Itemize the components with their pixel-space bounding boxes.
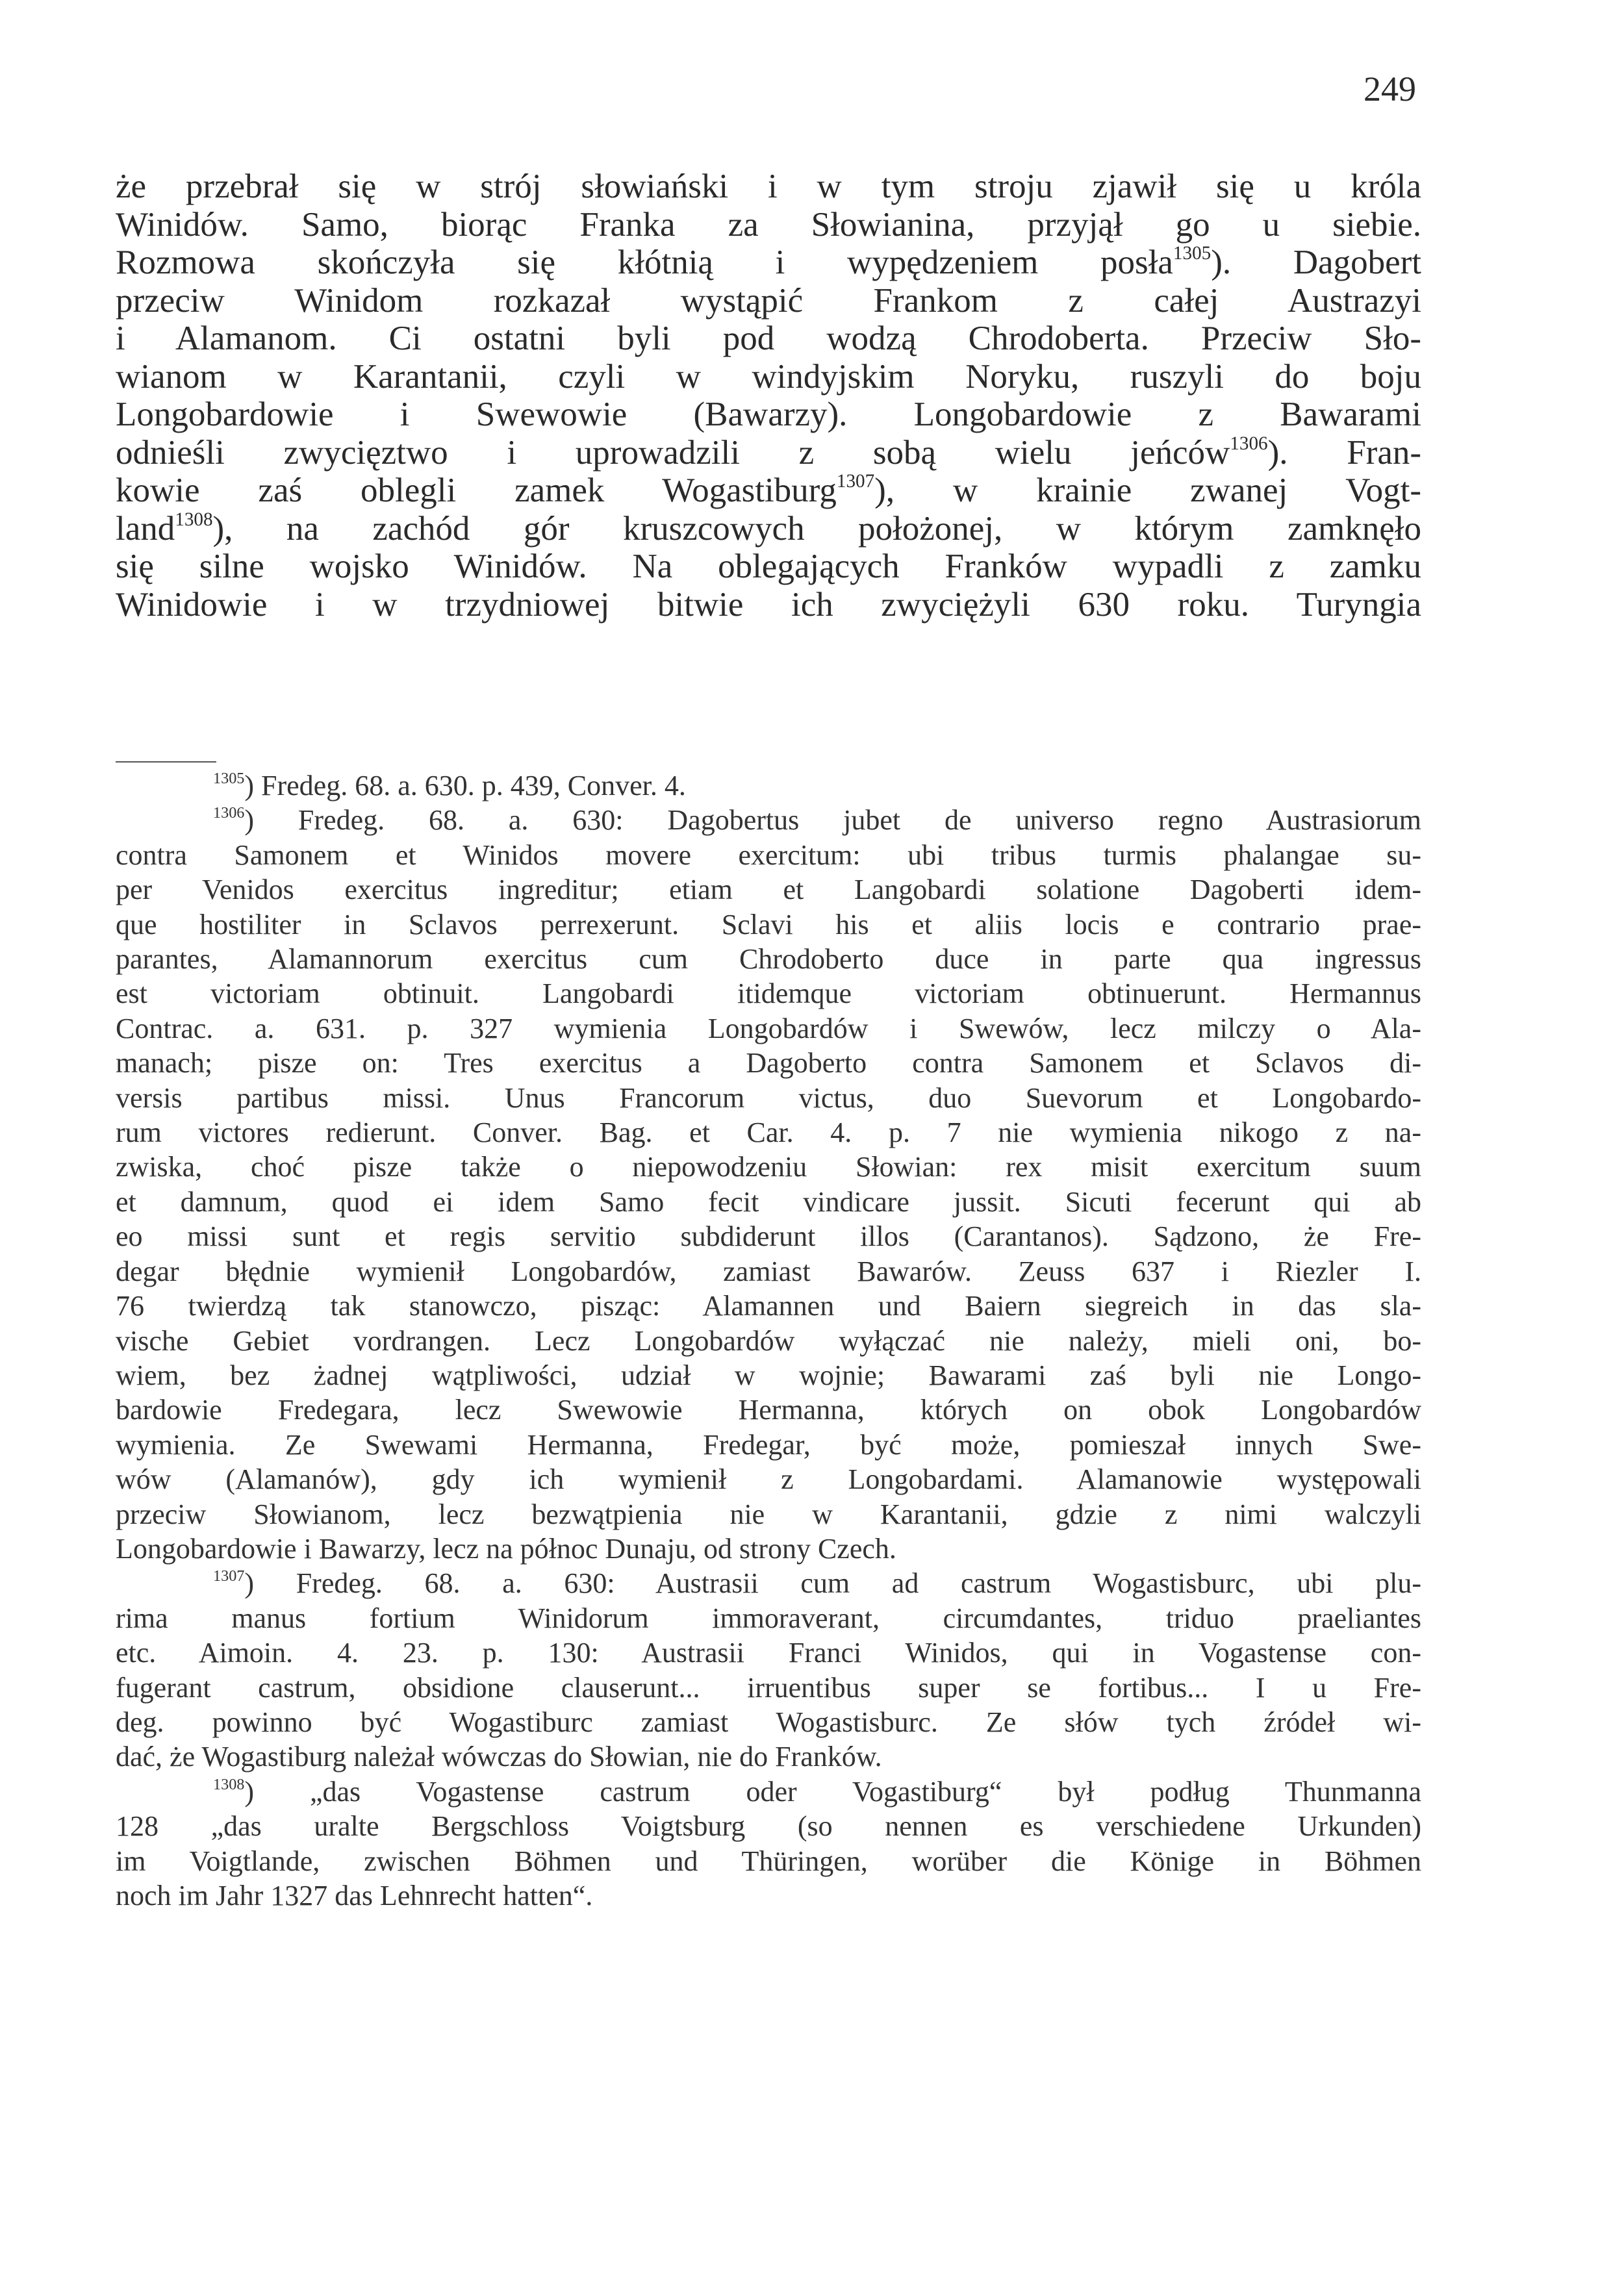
text-line: i Alamanom. Ci ostatni byli pod wodzą Chrodoberta. Przeciw Sło- (116, 320, 1421, 357)
text-line: wianom w Karantanii, czyli w windyjskim Noryku, ruszyli do boju (116, 357, 1421, 396)
footnote-line: zwiska, choć pisze także o niepowodzeniu Słowian: rex misit exercitum suum (116, 1151, 1421, 1183)
footnote-line: eo missi sunt et regis servitio subdiderunt illos (Carantanos). Sądzono, że Fre- (116, 1220, 1421, 1253)
footnote-number: 1307 (213, 1567, 245, 1585)
footnote-text: ) Fredeg. 68. a. 630. p. 439, Conver. 4. (244, 770, 686, 801)
footnote-text: ) „das Vogastense castrum oder Vogastiburg“ był podług Thunmanna (244, 1775, 1421, 1808)
footnote-line: versis partibus missi. Unus Francorum victus, duo Suevorum et Longobardo- (116, 1081, 1421, 1114)
footnote-line: deg. powinno być Wogastiburc zamiast Wogastisburc. Ze słów tych źródeł wi- (116, 1706, 1421, 1738)
footnote-line: per Venidos exercitus ingreditur; etiam et Langobardi solatione Dagoberti idem- (116, 874, 1421, 906)
footnote-separator (116, 761, 216, 763)
footnote-line: rima manus fortium Winidorum immoraverant, circumdantes, triduo praeliantes (116, 1602, 1421, 1634)
footnote-number: 1308 (213, 1775, 245, 1793)
footnote-line: parantes, Alamannorum exercitus cum Chrodoberto duce in parte qua ingressus (116, 943, 1421, 976)
footnote-line: Longobardowie i Bawarzy, lecz na północ Dunaju, od strony Czech. (116, 1532, 896, 1565)
footnote-line: 76 twierdzą tak stanowczo, pisząc: Alamannen und Baiern siegreich in das sla- (116, 1290, 1421, 1322)
footnote-line: que hostiliter in Sclavos perrexerunt. Sclavi his et aliis locis e contrario prae- (116, 908, 1421, 940)
footnote-line: et damnum, quod ei idem Samo fecit vindicare jussit. Sicuti fecerunt qui ab (116, 1185, 1421, 1218)
text-line: Longobardowie i Swewowie (Bawarzy). Longobardowie z Bawarami (116, 396, 1421, 433)
page-number: 249 (1364, 69, 1416, 108)
text-fragment: ). Dagobert (1211, 244, 1421, 281)
footnote-line: wów (Alamanów), gdy ich wymienił z Longobardami. Alamanowie występowali (116, 1463, 1421, 1496)
text-line: przeciw Winidom rozkazał wystąpić Frankom z całej Austrazyi (116, 281, 1421, 320)
footnote-line: rum victores redierunt. Conver. Bag. et Car. 4. p. 7 nie wymienia nikogo z na- (116, 1116, 1421, 1149)
footnote-number: 1305 (213, 769, 245, 787)
main-text (116, 168, 1421, 624)
footnote-1306 (116, 803, 1421, 837)
text-fragment: ), w krainie zwanej Vogt- (874, 472, 1421, 509)
text-fragment: ). Fran- (1267, 433, 1421, 472)
footnote-text: ) Fredeg. 68. a. 630: Dagobertus jubet de universo regno Austrasiorum (244, 804, 1421, 837)
footnote-line: 128 „das uralte Bergschloss Voigtsburg (so nennen es verschiedene Urkunden) (116, 1810, 1421, 1843)
text-fragment: odnieśli zwycięztwo i uprowadzili z sobą wielu jeńców (116, 433, 1230, 472)
text-line: że przebrał się w strój słowiański i w tym stroju zjawił się u króla (116, 168, 1421, 205)
footnote-line: Contrac. a. 631. p. 327 wymienia Longobardów i Swewów, lecz milczy o Ala- (116, 1012, 1421, 1044)
footnote-text: ) Fredeg. 68. a. 630: Austrasii cum ad castrum Wogastisburc, ubi plu- (244, 1567, 1421, 1600)
footnote-line: contra Samonem et Winidos movere exercitum: ubi tribus turmis phalangae su- (116, 839, 1421, 871)
text-line (116, 472, 1421, 510)
text-line (116, 244, 1421, 282)
footnotes (116, 768, 1421, 1913)
footnote-line: wymienia. Ze Swewami Hermanna, Fredegar, być może, pomieszał innych Swe- (116, 1428, 1421, 1461)
footnote-line: vische Gebiet vordrangen. Lecz Longobardów wyłączać nie należy, mieli oni, bo- (116, 1324, 1421, 1357)
footnote-line: noch im Jahr 1327 das Lehnrecht hatten“. (116, 1880, 593, 1911)
footnote-ref: 1305 (1173, 243, 1212, 264)
text-fragment: Rozmowa skończyła się kłótnią i wypędzeniem posła (116, 244, 1173, 281)
text-line: się silne wojsko Winidów. Na oblegających Franków wypadli z zamku (116, 548, 1421, 585)
footnote-number: 1306 (213, 804, 245, 822)
footnote-ref: 1307 (836, 471, 875, 492)
footnote-ref: 1308 (175, 509, 213, 530)
text-fragment: land (116, 509, 175, 548)
footnote-line: bardowie Fredegara, lecz Swewowie Hermanna, których on obok Longobardów (116, 1394, 1421, 1426)
footnote-line: im Voigtlande, zwischen Böhmen und Thüringen, worüber die Könige in Böhmen (116, 1845, 1421, 1877)
footnote-1308 (116, 1774, 1421, 1809)
footnote-ref: 1306 (1230, 433, 1268, 454)
footnote-line: degar błędnie wymienił Longobardów, zamiast Bawarów. Zeuss 637 i Riezler I. (116, 1255, 1421, 1287)
footnote-line: est victoriam obtinuit. Langobardi itidemque victoriam obtinuerunt. Hermannus (116, 978, 1421, 1010)
footnote-line: manach; pisze on: Tres exercitus a Dagoberto contra Samonem et Sclavos di- (116, 1047, 1421, 1079)
text-fragment: kowie zaś oblegli zamek Wogastiburg (116, 472, 837, 509)
footnote-1305 (116, 768, 1421, 803)
footnote-1307 (116, 1566, 1421, 1600)
text-line: Winidów. Samo, biorąc Franka za Słowianina, przyjął go u siebie. (116, 205, 1421, 244)
text-line (116, 434, 1421, 472)
text-fragment: ), na zachód gór kruszcowych położonej, w którym zamknęło (212, 509, 1421, 548)
text-line (116, 510, 1421, 548)
footnote-line: wiem, bez żadnej wątpliwości, udział w wojnie; Bawarami zaś byli nie Longo- (116, 1359, 1421, 1391)
footnote-line: etc. Aimoin. 4. 23. p. 130: Austrasii Franci Winidos, qui in Vogastense con- (116, 1637, 1421, 1669)
footnote-line: dać, że Wogastiburg należał wówczas do Słowian, nie do Franków. (116, 1741, 882, 1773)
footnote-line: przeciw Słowianom, lecz bezwątpienia nie w Karantanii, gdzie z nimi walczyli (116, 1498, 1421, 1530)
text-line: Winidowie i w trzydniowej bitwie ich zwyciężyli 630 roku. Turyngia (116, 585, 1421, 624)
footnote-line: fugerant castrum, obsidione clauserunt... irruentibus super se fortibus... I u Fre- (116, 1671, 1421, 1704)
